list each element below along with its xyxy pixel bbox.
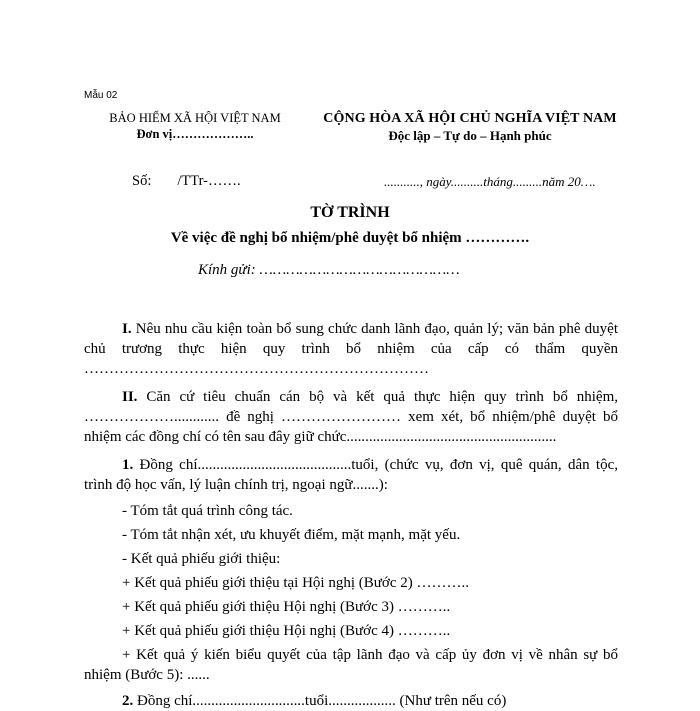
- document-subject: Về việc đề nghị bổ nhiệm/phê duyệt bổ nhiệm ………….: [170, 230, 530, 246]
- section-2: [84, 387, 618, 447]
- section-1-text: Nêu nhu cầu kiện toàn bổ sung chức danh lãnh đạo, quản lý; văn bản phê duyệt chủ trương thực hiện quy trình bổ nhiệm của cấp có thẩm quyền ……………………………………………………………: [84, 321, 618, 377]
- section-2-number: II.: [122, 389, 138, 405]
- document-number-label: Số:: [132, 173, 152, 189]
- person-1-number: 1.: [122, 457, 134, 473]
- recipient-line: Kính gửi: ………………………………………: [198, 262, 460, 278]
- nation-motto: Độc lập – Tự do – Hạnh phúc: [388, 128, 552, 143]
- section-2-text: Căn cứ tiêu chuẩn cán bộ và kết quả thực hiện quy trình bổ nhiệm, ………………............ đề nghị …………………… xem xét, bổ nhiệm/phê duyệt bổ nhiệm các đồng chí có tên sau đây giữ chức........................................................: [84, 389, 618, 445]
- person-1: [84, 455, 618, 495]
- document-body: [84, 319, 618, 711]
- unit-name: Đơn vị………………..: [136, 127, 254, 141]
- section-1-number: I.: [122, 321, 132, 337]
- list-item: - Tóm tắt nhận xét, ưu khuyết điểm, mặt mạnh, mặt yếu.: [122, 527, 461, 543]
- document-number-code: /TTr-…….: [177, 173, 241, 189]
- list-item: + Kết quả ý kiến biểu quyết của tập lãnh đạo và cấp ủy đơn vị về nhân sự bổ nhiệm (Bước 5): ......: [84, 647, 618, 683]
- document-title: TỜ TRÌNH: [310, 204, 390, 221]
- list-item: + Kết quả phiếu giới thiệu tại Hội nghị (Bước 2) ………..: [122, 575, 469, 591]
- person-2-number: 2.: [122, 693, 134, 709]
- list-item: + Kết quả phiếu giới thiệu Hội nghị (Bước 3) ………..: [122, 599, 451, 615]
- nation-title: CỘNG HÒA XÃ HỘI CHỦ NGHĨA VIỆT NAM: [323, 111, 617, 126]
- person-2: [84, 691, 618, 711]
- form-number: Mẫu 02: [84, 90, 118, 101]
- list-item: - Tóm tắt quá trình công tác.: [122, 503, 293, 519]
- list-item: - Kết quả phiếu giới thiệu:: [122, 551, 281, 567]
- section-1: [84, 319, 618, 379]
- person-1-text: Đồng chí.........................................tuổi, (chức vụ, đơn vị, quê quán, dân tộc, trình độ học vấn, lý luận chính trị, ngoại ngữ.......):: [84, 457, 618, 493]
- date-line: ..........., ngày..........tháng.........năm 20….: [384, 174, 596, 189]
- national-header: [318, 110, 622, 144]
- organization-name: BẢO HIỂM XÃ HỘI VIỆT NAM: [109, 111, 281, 125]
- person-2-text: Đồng chí..............................tuổi.................. (Như trên nếu có): [133, 693, 507, 709]
- document-number: [132, 173, 241, 190]
- organization-block: [100, 110, 290, 142]
- list-item: + Kết quả phiếu giới thiệu Hội nghị (Bước 4) ………..: [122, 623, 451, 639]
